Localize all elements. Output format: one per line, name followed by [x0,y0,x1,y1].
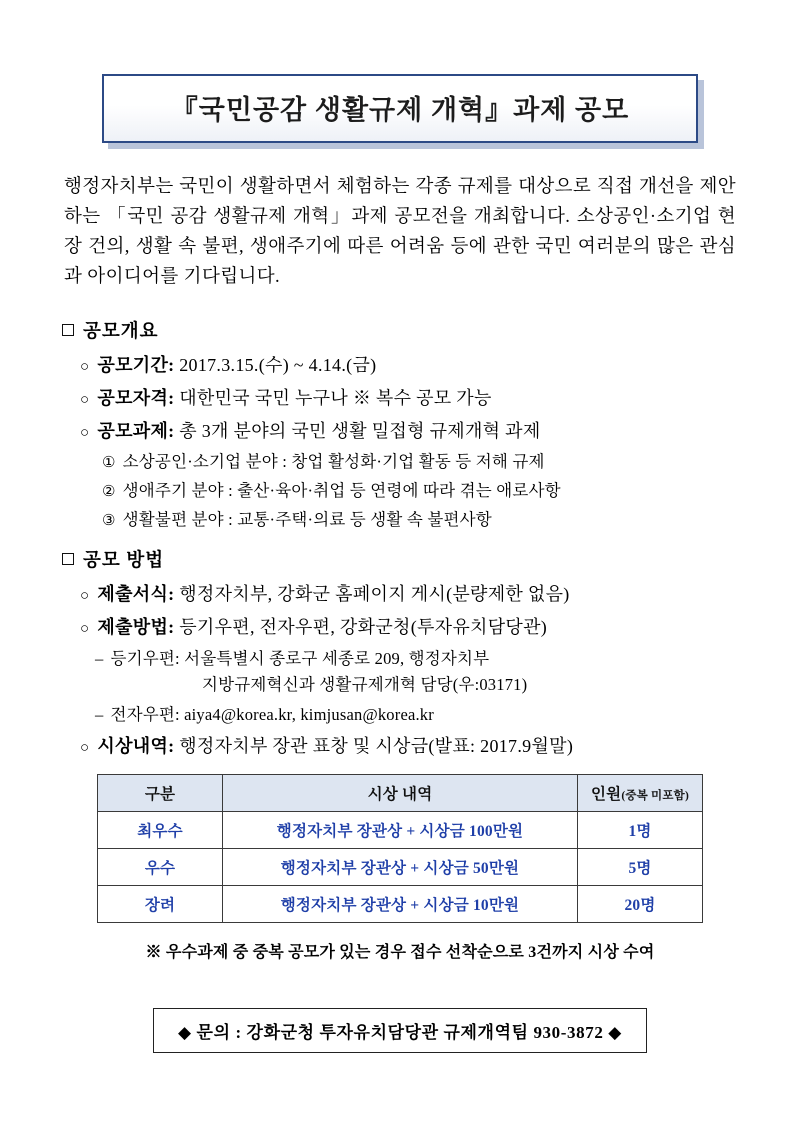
section-heading-overview [62,317,738,343]
table-cell-grade: 장려 [98,885,223,922]
table-cell-grade: 우수 [98,848,223,885]
sub-list-item-text: 소상공인·소기업 분야 : 창업 활성화·기업 활동 등 저해 규제 [122,451,545,471]
list-item [80,384,738,410]
number-bullet-icon: ② [102,483,116,500]
table-cell-detail: 행정자치부 장관상 + 시상금 50만원 [223,848,578,885]
dash-item [95,701,738,725]
number-bullet-icon: ③ [102,512,116,529]
dash-item-text: 서울특별시 종로구 세종로 209, 행정자치부 [184,648,490,668]
table-header-grade: 구분 [98,774,223,811]
list-item-label: 공모자격: [97,387,175,408]
table-header-row [98,774,703,811]
table-cell-detail: 행정자치부 장관상 + 시상금 100만원 [223,811,578,848]
square-bullet-icon [62,553,74,565]
table-cell-count: 1명 [578,811,703,848]
number-bullet-icon: ① [102,454,116,471]
title-box [102,74,698,143]
sub-list-item-text: 생애주기 분야 : 출산·육아·취업 등 연령에 따라 겪는 애로사항 [122,480,561,500]
table-row [98,811,703,848]
square-bullet-icon [62,324,74,336]
table-header-count-note: (중복 미포함) [621,789,690,802]
circle-bullet-icon: ○ [80,424,90,441]
prize-table-wrapper [62,774,738,923]
table-row [98,848,703,885]
table-cell-detail: 행정자치부 장관상 + 시상금 10만원 [223,885,578,922]
circle-bullet-icon: ○ [80,620,90,637]
list-item-text: 2017.3.15.(수) ~ 4.14.(금) [179,354,377,375]
table-header-count-label: 인원 [590,785,622,803]
list-item-label: 제출방법: [97,616,175,637]
table-footnote: ※ 우수과제 중 중복 공모가 있는 경우 접수 선착순으로 3건까지 시상 수여 [145,943,655,961]
list-item-label: 시상내역: [97,735,175,756]
circle-bullet-icon: ○ [80,739,90,756]
dash-bullet-icon: – [95,704,104,724]
email-addresses: aiya4@korea.kr, kimjusan@korea.kr [184,704,434,724]
list-item [80,351,738,377]
list-item-text: 등기우편, 전자우편, 강화군청(투자유치담당관) [179,616,548,637]
table-header-count [578,774,703,811]
table-row [98,885,703,922]
list-item [80,613,738,639]
table-cell-count: 5명 [578,848,703,885]
circle-bullet-icon: ○ [80,358,90,375]
list-item [80,732,738,758]
table-cell-count: 20명 [578,885,703,922]
table-header-detail: 시상 내역 [223,774,578,811]
list-item-text: 행정자치부 장관 표창 및 시상금(발표: 2017.9월말) [179,735,574,756]
circle-bullet-icon: ○ [80,587,90,604]
sub-list-item-text: 생활불편 분야 : 교통·주택·의료 등 생활 속 불편사항 [122,509,492,529]
dash-item [95,645,738,669]
circle-bullet-icon: ○ [80,391,90,408]
dash-item-label: 전자우편: [110,704,180,724]
dash-bullet-icon: – [95,648,104,668]
contact-footer-wrapper [62,1008,738,1053]
list-item [80,417,738,443]
list-item [80,580,738,606]
title-banner [62,74,738,143]
list-item-text: 행정자치부, 강화군 홈페이지 게시(분량제한 없음) [179,583,570,604]
section1-heading-label: 공모개요 [83,321,159,342]
page-title: 『국민공감 생활규제 개혁』과제 공모 [170,95,630,125]
sub-list-item [102,506,738,530]
list-item-text: 총 3개 분야의 국민 생활 밀접형 규제개혁 과제 [179,420,541,441]
prize-table [97,774,703,923]
table-cell-grade: 최우수 [98,811,223,848]
section2-heading-label: 공모 방법 [83,550,165,571]
section-heading-method [62,546,738,572]
intro-paragraph: 행정자치부는 국민이 생활하면서 체험하는 각종 규제를 대상으로 직접 개선을 제안하는 「국민 공감 생활규제 개혁」과제 공모전을 개최합니다. 소상공인·소기업 현장 건의, 생활 속 불편, 생애주기에 따른 어려움 등에 관한 국민 여러분의 많은 관심과 아이디어를 기다립니다. [64,177,736,287]
address-continuation: 지방규제혁신과 생활규제개혁 담당(우:03171) [202,674,528,694]
list-item-label: 공모기간: [97,354,175,375]
sub-list-item [102,448,738,472]
sub-list-item [102,477,738,501]
contact-footer: ◆ 문의 : 강화군청 투자유치담당관 규제개역팀 930-3872 ◆ [153,1008,647,1053]
dash-item-label: 등기우편: [110,648,180,668]
list-item-label: 공모과제: [97,420,175,441]
list-item-text: 대한민국 국민 누구나 ※ 복수 공모 가능 [179,387,492,408]
list-item-label: 제출서식: [97,583,175,604]
